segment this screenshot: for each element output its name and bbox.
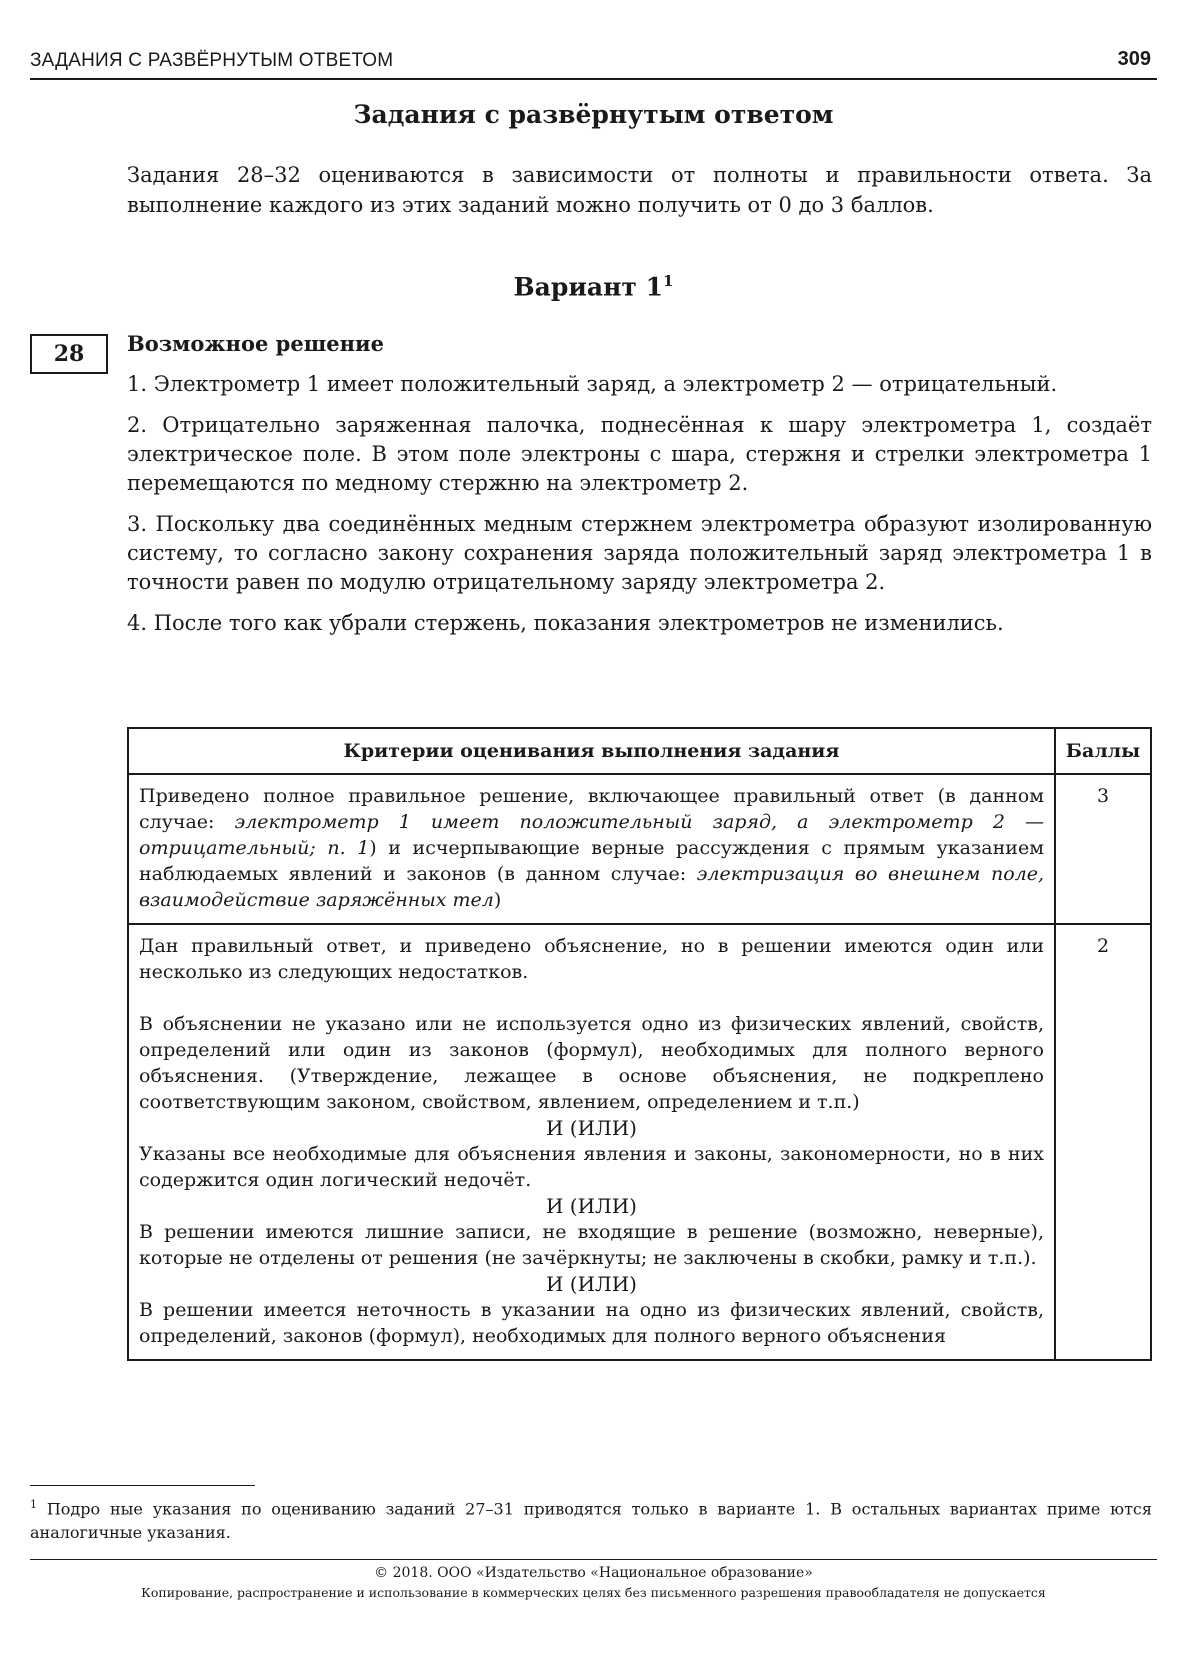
criteria-text-part: ) и исчерпывающие верные рассуждения с прямым указанием наблюдаемых явлений и законов (в данном случае: (139, 837, 1044, 885)
section-title: Задания с развёрнутым ответом (353, 100, 834, 129)
criteria-item: В объяснении не указано или не используется одно из физических явлений, свойств, определений или один из законов (формул), необходимых для полного верного объяснения. (Утверждение, лежащее в основе объяснения, не подкреплено соответствующим законом, свойством, явлением, определением и т.п.) (139, 1013, 1044, 1113)
footer-divider (30, 1559, 1157, 1560)
solution-step: 3. Поскольку два соединённых медным стержнем электрометра образуют изолированную систему, то согласно закону сохранения заряда положительный заряд электрометра 1 в точности равен по модулю отрицательному заряду электрометра 2. (127, 512, 1152, 594)
criteria-text (128, 924, 1055, 1360)
criteria-intro: Дан правильный ответ, и приведено объяснение, но в решении имеются один или несколько из следующих недостатков. (139, 935, 1044, 983)
criteria-text-part: ) (493, 889, 502, 911)
criteria-table (127, 727, 1152, 1361)
score-column-header: Баллы (1055, 728, 1151, 774)
footnote-mark: 1 (30, 1498, 37, 1511)
spacer (139, 985, 1044, 1011)
criteria-item: Указаны все необходимые для объяснения явления и законы, закономерности, но в них содержится один логический недочёт. (139, 1143, 1044, 1191)
criteria-row-2-points (128, 924, 1151, 1360)
and-or-separator: И (ИЛИ) (546, 1272, 637, 1296)
and-or-separator: И (ИЛИ) (546, 1194, 637, 1218)
criteria-item: В решении имеется неточность в указании на одно из физических явлений, свойств, определений, законов (формул), необходимых для полного верного объяснения (139, 1299, 1044, 1347)
solution-heading: Возможное решение (127, 331, 384, 356)
criteria-row-3-points (128, 774, 1151, 924)
solution-step: 2. Отрицательно заряженная палочка, поднесённая к шару электрометра 1, создаёт электрическое поле. В этом поле электроны с шара, стержня и стрелки электрометра 1 перемещаются по медному стержню на электрометр 2. (127, 413, 1152, 495)
copyright: © 2018. ООО «Издательство «Национальное образование» (374, 1565, 813, 1581)
criteria-example-answer: электрометр 1 имеет положительный заряд, а электрометр 2 — отрицательный; п. 1 (139, 811, 1045, 859)
solution-step: 1. Электрометр 1 имеет положительный заряд, а электрометр 2 — отрицательный. (127, 372, 1058, 396)
criteria-text-part: Приведено полное правильное решение, включающее правильный ответ (в данном случае: (139, 785, 1044, 833)
page-number: 309 (1117, 48, 1151, 70)
criteria-example-laws: электризация во внешнем поле, взаимодействие заряжённых тел (139, 863, 1045, 911)
variant-title-text: Вариант 1 (513, 272, 663, 302)
footnote-text: Подро ные указания по оцениванию заданий 27–31 приводятся только в варианте 1. В остальных вариантах приме ются аналогичные указания. (30, 1499, 1152, 1543)
solution-steps (127, 370, 1152, 650)
header-divider (30, 78, 1157, 80)
variant-footnote-mark: 1 (663, 272, 674, 290)
copyright-notice: Копирование, распространение и использование в коммерческих целях без письменного разрешения правообладателя не допускается (141, 1585, 1046, 1600)
task-number-box: 28 (30, 334, 108, 374)
criteria-column-header: Критерии оценивания выполнения задания (128, 728, 1055, 774)
criteria-text (128, 774, 1055, 924)
solution-step: 4. После того как убрали стержень, показания электрометров не изменились. (127, 611, 1004, 635)
and-or-separator: И (ИЛИ) (546, 1116, 637, 1140)
criteria-item: В решении имеются лишние записи, не входящие в решение (возможно, неверные), которые не отделены от решения (не зачёркнуты; не заключены в скобки, рамку и т.п.). (139, 1221, 1044, 1269)
intro-paragraph: Задания 28–32 оцениваются в зависимости от полноты и правильности ответа. За выполнение каждого из этих заданий можно получить от 0 до 3 баллов. (127, 163, 1152, 217)
variant-title (0, 272, 1187, 301)
footnote-divider (30, 1485, 255, 1486)
footnote (30, 1493, 1152, 1545)
score-value: 2 (1055, 924, 1151, 1360)
running-head-title: ЗАДАНИЯ С РАЗВЁРНУТЫМ ОТВЕТОМ (30, 50, 394, 71)
score-value: 3 (1055, 774, 1151, 924)
criteria-header-row (128, 728, 1151, 774)
